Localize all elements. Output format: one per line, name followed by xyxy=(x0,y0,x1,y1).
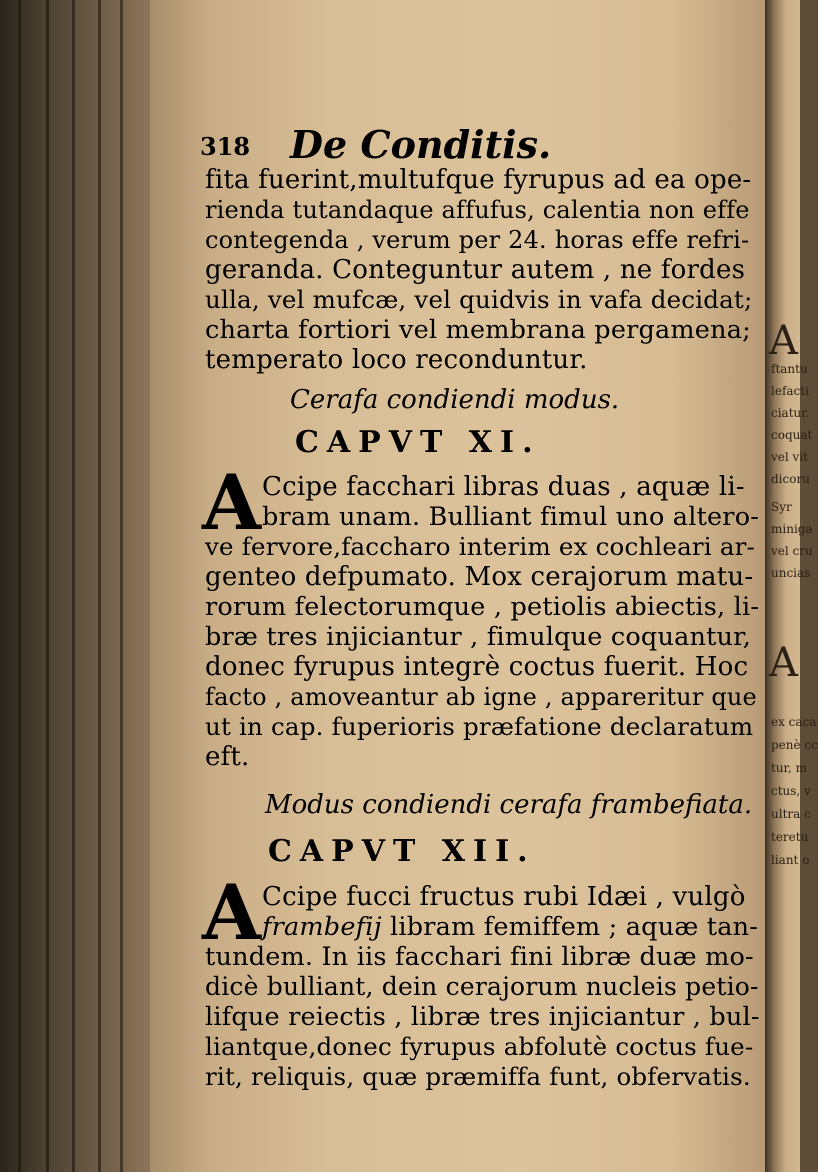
text-line: liantque,donec fyrupus abfolutè coctus fue- xyxy=(205,1032,754,1061)
text-line: ulla, vel mufcæ, vel quidvis in vafa decidat; xyxy=(205,285,753,314)
drop-cap: A xyxy=(202,868,261,957)
right-page-fragment: lefacti xyxy=(771,384,809,398)
text-line: rorum felectorumque , petiolis abiectis, li- xyxy=(205,592,760,622)
text-line: dicè bulliant, dein cerajorum nucleis petio- xyxy=(205,972,759,1001)
right-page-fragment: miniga xyxy=(771,522,813,536)
text-line: temperato loco reconduntur. xyxy=(205,345,588,375)
right-page-fragment: ctus, v xyxy=(771,784,811,798)
right-page-fragment: dicoru xyxy=(771,472,810,486)
right-page-fragment: tur, m xyxy=(771,761,807,775)
right-page-fragment: penè cc xyxy=(771,738,818,752)
text-line: facto , amoveantur ab igne , appareritur que xyxy=(205,683,757,711)
right-page-fragment: vel vit xyxy=(771,450,808,464)
right-page-fragment: ultra c xyxy=(771,807,811,821)
right-page-fragment: ftantu xyxy=(771,362,808,376)
text-line: rienda tutandaque affufus, calentia non effe xyxy=(205,196,750,224)
right-page-fragment: A xyxy=(769,640,798,686)
text-line: fita fuerint,multufque fyrupus ad ea ope- xyxy=(205,165,752,195)
text-line xyxy=(262,912,758,942)
right-page-fragment: liant o xyxy=(771,853,810,867)
text-line: bræ tres injiciantur , fimulque coquantur, xyxy=(205,622,752,652)
text-fragment: libram femiffem ; aquæ tan- xyxy=(381,912,759,942)
text-line: contegenda , verum per 24. horas effe refri- xyxy=(205,226,750,254)
text-line: bram unam. Bulliant fimul uno altero- xyxy=(262,502,760,532)
right-page-fragment: teretu xyxy=(771,830,809,844)
italic-term: frambefij xyxy=(262,912,382,942)
text-line: geranda. Conteguntur autem , ne fordes xyxy=(205,255,746,285)
right-page-fragment: A xyxy=(769,318,798,364)
chapter-heading: CAPVT XI. xyxy=(295,425,541,460)
text-line: charta fortiori vel membrana pergamena; xyxy=(205,315,751,345)
right-page-fragment: ciatur. xyxy=(771,406,810,420)
text-line: donec fyrupus integrè coctus fuerit. Hoc xyxy=(205,652,749,682)
chapter-heading: CAPVT XII. xyxy=(268,834,536,869)
right-page-fragment: coquat xyxy=(771,428,813,442)
drop-cap: A xyxy=(202,458,261,547)
section-title: Modus condiendi cerafa frambefiata. xyxy=(265,790,753,820)
text-line: Ccipe facchari libras duas , aquæ li- xyxy=(262,472,745,502)
text-line: eft. xyxy=(205,742,250,772)
text-line: rit, reliquis, quæ præmiffa funt, obfervatis. xyxy=(205,1062,751,1091)
right-page-fragment: uncias xyxy=(771,566,811,580)
text-line: tundem. In iis facchari fini libræ duæ mo- xyxy=(205,942,754,972)
right-page-fragment: vel cru xyxy=(771,544,813,558)
text-line: Ccipe fucci fructus rubi Idæi , vulgò xyxy=(262,882,746,912)
text-line: lifque reiectis , libræ tres injiciantur , bul- xyxy=(205,1002,760,1032)
page-number: 318 xyxy=(200,132,251,161)
section-title: Cerafa condiendi modus. xyxy=(290,385,620,415)
right-page-fragment: ex caca xyxy=(771,715,817,729)
text-line: ve fervore,faccharo interim ex cochleari ar- xyxy=(205,532,756,561)
text-line: ut in cap. fuperioris præfatione declaratum xyxy=(205,712,754,741)
text-line: genteo defpumato. Mox cerajorum matu- xyxy=(205,562,754,592)
running-head: De Conditis. xyxy=(290,122,552,167)
right-page-fragment: Syr xyxy=(771,500,792,514)
